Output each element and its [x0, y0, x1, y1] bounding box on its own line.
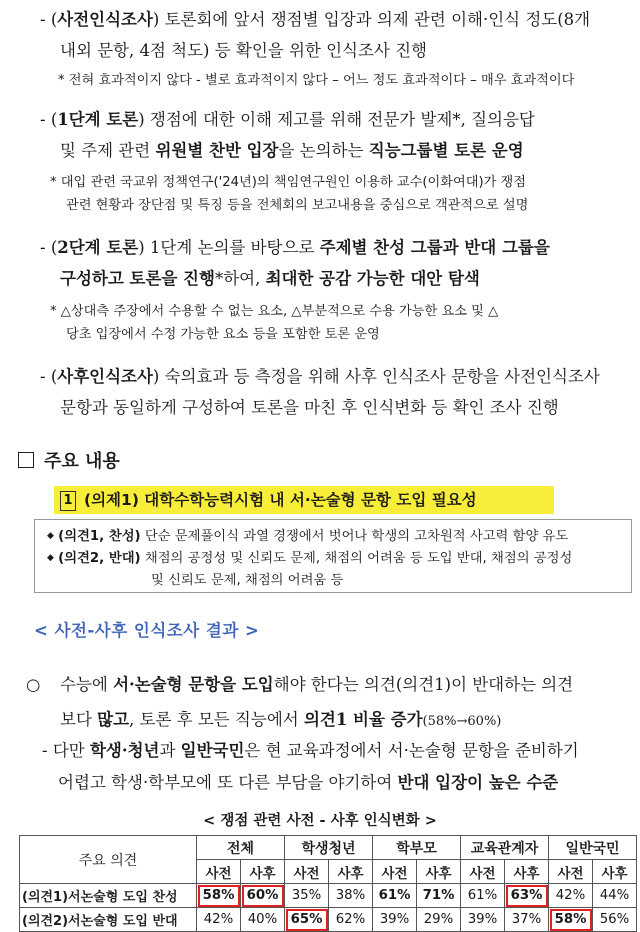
opinion-2-text: 채점의 공정성 및 신뢰도 문제, 채점의 어려움 등 도입 반대, 채점의 공정성	[140, 551, 573, 566]
note-stage1-line2: 관련 현황과 장단점 및 특징 등을 전체회의 보고내용을 중심으로 객관적으로 설명	[66, 198, 529, 213]
table-cell: 58%	[197, 884, 241, 908]
table-cell: 40%	[241, 908, 285, 932]
opinion-1-label: (의견1, 찬성)	[58, 529, 141, 544]
table-cell: 35%	[285, 884, 329, 908]
table-row	[20, 884, 637, 908]
group-header: 학부모	[373, 836, 461, 860]
item-pre-survey	[40, 4, 630, 66]
table-cell: 61%	[461, 884, 505, 908]
item-stage2-line2: 구성하고 토론을 진행*하여, 최대한 공감 가능한 대안 탐색	[60, 269, 480, 288]
finding-line1: 수능에 서·논술형 문항을 도입해야 한다는 의견(의견1)이 반대하는 의견	[60, 675, 574, 694]
table-cell: 37%	[505, 908, 549, 932]
item-stage1	[40, 104, 630, 166]
sub-header: 사후	[593, 860, 637, 884]
item-stage1-line1: - (1단계 토론) 쟁점에 대한 이해 제고를 위해 전문가 발제*, 질의응답	[40, 110, 535, 129]
group-header: 학생청년	[285, 836, 373, 860]
sub-header: 사전	[197, 860, 241, 884]
table-cell: 65%	[285, 908, 329, 932]
note-stage1	[50, 171, 640, 217]
table-cell: 56%	[593, 908, 637, 932]
table-cell: 38%	[329, 884, 373, 908]
finding-sub-line1: - 다만 학생·청년과 일반국민은 현 교육과정에서 서·논술형 문항을 준비하기	[42, 741, 579, 760]
diamond-bullet-icon: ◆	[47, 531, 54, 541]
item-stage2-line1: - (2단계 토론) 1단계 논의를 바탕으로 주제별 찬성 그룹과 반대 그룹을	[40, 238, 550, 257]
row-label: (의견1)서논술형 도입 찬성	[20, 884, 197, 908]
item-pre-survey-line2: 내외 문항, 4점 척도) 등 확인을 위한 인식조사 진행	[60, 41, 427, 60]
row-label: (의견2)서논술형 도입 반대	[20, 908, 197, 932]
item-pre-survey-line1: - (사전인식조사) 토론회에 앞서 쟁점별 입장과 의제 관련 이해·인식 정도(8개	[40, 10, 591, 29]
note-pre-survey: * 전혀 효과적이지 않다 - 별로 효과적이지 않다 – 어느 정도 효과적이다 – 매우 효과적이다	[58, 73, 575, 88]
opinion-1-text: 단순 문제풀이식 과열 경쟁에서 벗어나 학생의 고차원적 사고력 함양 유도	[140, 529, 569, 544]
table-row	[20, 908, 637, 932]
circle-bullet-icon: ○	[26, 675, 41, 694]
finding-main	[26, 667, 626, 739]
agenda-text: (의제1) 대학수학능력시험 내 서·논술형 문항 도입 필요성	[84, 491, 477, 509]
table-cell: 71%	[417, 884, 461, 908]
item-post-survey	[40, 361, 630, 423]
sub-header: 사전	[285, 860, 329, 884]
sub-header: 사전	[461, 860, 505, 884]
results-table	[19, 835, 637, 932]
table-cell: 39%	[461, 908, 505, 932]
survey-results-title: < 사전-사후 인식조사 결과 >	[34, 621, 260, 640]
table-cell: 29%	[417, 908, 461, 932]
table-cell: 62%	[329, 908, 373, 932]
square-bullet-icon	[18, 452, 34, 468]
finding-line2: 보다 많고, 토론 후 모든 직능에서 의견1 비율 증가(58%→60%)	[60, 710, 502, 729]
item-post-survey-line1: - (사후인식조사) 숙의효과 등 측정을 위해 사후 인식조사 문항을 사전인식조사	[40, 367, 600, 386]
table-cell: 61%	[373, 884, 417, 908]
section-heading	[18, 447, 120, 473]
note-stage2-line2: 당초 입장에서 수정 가능한 요소 등을 포함한 토론 운영	[66, 327, 380, 342]
note-stage1-line1: * 대입 관련 국교위 정책연구('24년)의 책임연구원인 이용하 교수(이화여대)가 쟁점	[50, 175, 527, 190]
note-stage2	[50, 300, 640, 346]
table-corner: 주요 의견	[20, 836, 197, 884]
agenda-number-box: 1	[60, 491, 76, 511]
agenda-banner	[54, 486, 554, 514]
table-cell: 39%	[373, 908, 417, 932]
sub-header: 사전	[549, 860, 593, 884]
table-caption: < 쟁점 관련 사전 - 사후 인식변화 >	[203, 813, 437, 829]
sub-header: 사후	[417, 860, 461, 884]
group-header: 전체	[197, 836, 285, 860]
sub-header: 사후	[329, 860, 373, 884]
table-cell: 60%	[241, 884, 285, 908]
section-title: 주요 내용	[44, 451, 120, 472]
table-cell: 44%	[593, 884, 637, 908]
finding-sub	[42, 735, 632, 799]
item-stage2	[40, 232, 630, 294]
opinion-2-cont: 및 신뢰도 문제, 채점의 어려움 등	[151, 573, 344, 588]
group-header: 교육관계자	[461, 836, 549, 860]
opinion-1	[47, 525, 568, 544]
note-stage2-line1: * △상대측 주장에서 수용할 수 없는 요소, △부분적으로 수용 가능한 요소 및 △	[50, 304, 499, 319]
sub-header: 사전	[373, 860, 417, 884]
group-header: 일반국민	[549, 836, 637, 860]
opinions-box	[34, 519, 632, 593]
opinion-2	[47, 547, 572, 566]
finding-sub-line2: 어렵고 학생·학부모에 또 다른 부담을 야기하여 반대 입장이 높은 수준	[58, 773, 559, 792]
table-cell: 58%	[549, 908, 593, 932]
table-cell: 42%	[549, 884, 593, 908]
table-cell: 63%	[505, 884, 549, 908]
item-stage1-line2: 및 주제 관련 위원별 찬반 입장을 논의하는 직능그룹별 토론 운영	[60, 141, 524, 160]
sub-header: 사후	[241, 860, 285, 884]
opinion-2-label: (의견2, 반대)	[58, 551, 141, 566]
diamond-bullet-icon: ◆	[47, 553, 54, 563]
sub-header: 사후	[505, 860, 549, 884]
table-cell: 42%	[197, 908, 241, 932]
item-post-survey-line2: 문항과 동일하게 구성하여 토론을 마친 후 인식변화 등 확인 조사 진행	[60, 398, 559, 417]
table-header-row	[20, 836, 637, 860]
